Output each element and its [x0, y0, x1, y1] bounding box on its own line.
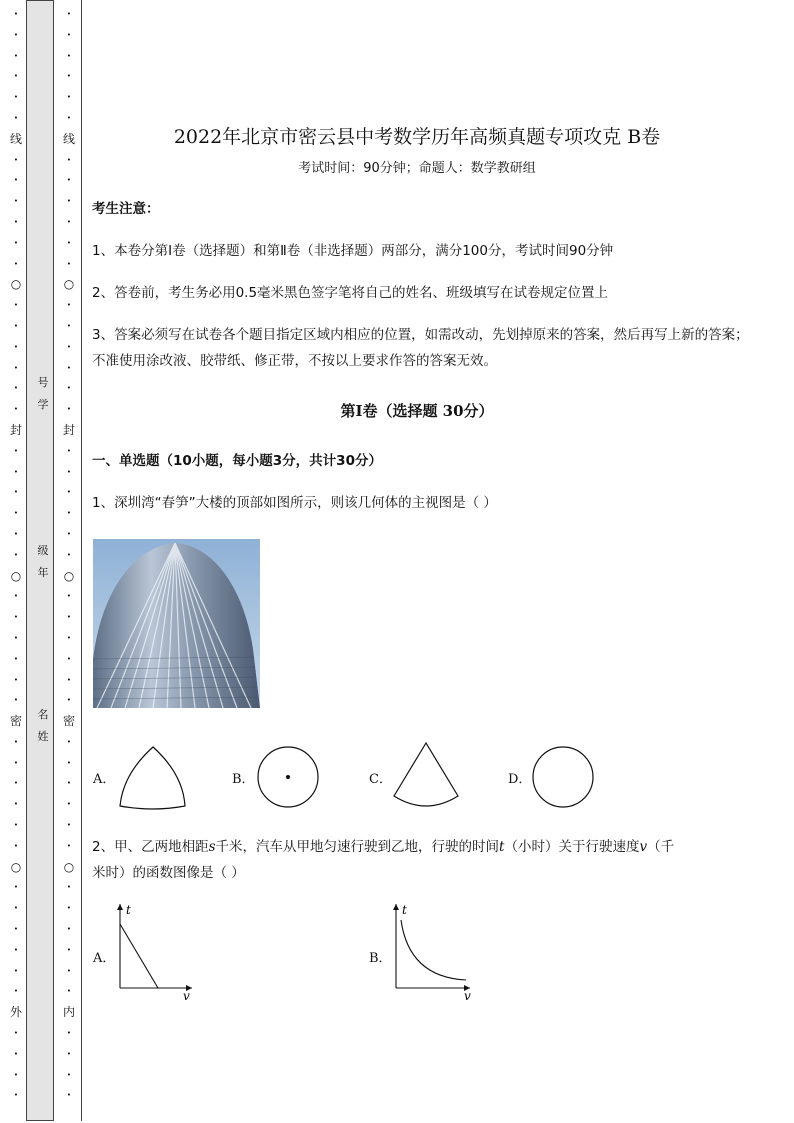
left-margin-dot: •: [13, 633, 19, 642]
page-title: 2022年北京市密云县中考数学历年高频真题专项攻克 B卷: [173, 126, 661, 148]
q1-option-c-figure: [391, 740, 461, 810]
right-margin-marker: ○: [63, 568, 75, 583]
right-margin-dot: •: [66, 72, 72, 81]
left-margin-dot: •: [13, 238, 19, 247]
right-margin-dot: •: [66, 613, 72, 622]
q1-option-a-label: A．: [93, 772, 116, 787]
notice-item-1: 1、本卷分第I卷（选择题）和第Ⅱ卷（非选择题）两部分，满分100分，考试时间90分钟: [92, 243, 614, 259]
left-margin-dot: •: [13, 883, 19, 892]
left-margin-dot: •: [13, 925, 19, 934]
left-margin-dot: •: [13, 363, 19, 372]
right-margin-dot: •: [66, 446, 72, 455]
q1-option-d-label: D．: [508, 772, 532, 787]
right-margin-dot: •: [66, 779, 72, 788]
notice-item-2: 2、答卷前，考生务必用0.5毫米黑色签字笔将自己的姓名、班级填写在试卷规定位置上: [92, 285, 609, 301]
left-margin-dot: •: [13, 1070, 19, 1079]
q1-option-c-label: C．: [369, 772, 392, 787]
left-margin-dot: •: [13, 197, 19, 206]
var-v: v: [639, 839, 648, 855]
right-margin-marker: 封: [63, 422, 76, 437]
left-margin-dot: •: [13, 301, 19, 310]
right-margin-dot: •: [66, 592, 72, 601]
label-name: 名 姓: [37, 708, 49, 743]
q2b-y-axis-label: t: [402, 903, 407, 917]
right-margin-dot: •: [66, 1070, 72, 1079]
question-2-text: 2、甲、乙两地相距s千米，汽车从甲地匀速行驶到乙地，行驶的时间t（小时）关于行驶速度v（千 米时）的函数图像是（ ）: [92, 839, 675, 881]
left-margin-dot: •: [13, 51, 19, 60]
left-margin-marker: ○: [10, 859, 22, 874]
left-margin-dot: •: [13, 155, 19, 164]
left-margin-dot: •: [13, 405, 19, 414]
left-margin-dot: •: [13, 176, 19, 185]
right-margin-dot: •: [66, 321, 72, 330]
right-margin-dot: •: [66, 633, 72, 642]
left-margin-dot: •: [13, 841, 19, 850]
right-margin-dot: •: [66, 259, 72, 268]
q1-option-b-label: B．: [232, 772, 255, 787]
right-margin-dot: •: [66, 155, 72, 164]
q2-option-b-label: B．: [369, 951, 392, 966]
left-margin-dot: •: [13, 488, 19, 497]
right-margin-dot: •: [66, 488, 72, 497]
left-margin-dot: •: [13, 800, 19, 809]
right-margin-marker: 密: [63, 714, 76, 729]
right-margin-dot: •: [66, 93, 72, 102]
left-margin-dot: •: [13, 737, 19, 746]
left-margin-dot: •: [13, 821, 19, 830]
right-margin-dot: •: [66, 1049, 72, 1058]
right-margin-marker: 内: [63, 1005, 76, 1020]
right-margin-dot: •: [66, 1029, 72, 1038]
right-margin-dot: •: [66, 925, 72, 934]
right-dot-column: [63, 4, 75, 1106]
left-margin-dot: •: [13, 10, 19, 18]
left-margin-dot: •: [13, 1049, 19, 1058]
left-margin-dot: •: [13, 1029, 19, 1038]
right-margin-dot: •: [66, 758, 72, 767]
right-margin-dot: •: [66, 176, 72, 185]
right-margin-dot: •: [66, 405, 72, 414]
right-margin-dot: •: [66, 509, 72, 518]
right-margin-dot: •: [66, 841, 72, 850]
right-margin-dot: •: [66, 363, 72, 372]
label-grade: 级 年: [37, 544, 49, 579]
right-margin-dot: •: [66, 966, 72, 975]
left-margin-dot: •: [13, 966, 19, 975]
right-margin-dot: •: [66, 737, 72, 746]
left-margin-dot: •: [13, 987, 19, 996]
right-margin-dot: •: [66, 113, 72, 122]
left-margin-dot: •: [13, 93, 19, 102]
right-margin-dot: •: [66, 904, 72, 913]
var-s: s: [208, 839, 216, 855]
q1-option-b-figure: [255, 744, 321, 810]
q2-option-b-graph: [386, 898, 478, 1004]
left-margin-dot: •: [13, 529, 19, 538]
left-margin-dot: •: [13, 509, 19, 518]
left-margin-dot: •: [13, 904, 19, 913]
left-margin-dot: •: [13, 30, 19, 39]
left-margin-dot: •: [13, 1091, 19, 1100]
q1-option-a-figure: [118, 744, 188, 810]
part-title: 一、单选题（10小题，每小题3分，共计30分）: [92, 453, 382, 469]
right-margin-marker: ○: [63, 277, 75, 292]
right-margin-dot: •: [66, 675, 72, 684]
exam-info: 考试时间：90分钟；命题人：数学教研组: [298, 161, 536, 176]
left-margin-dot: •: [13, 217, 19, 226]
right-margin-dot: •: [66, 217, 72, 226]
right-margin-dot: •: [66, 342, 72, 351]
right-margin-dot: •: [66, 301, 72, 310]
left-margin-dot: •: [13, 675, 19, 684]
question-1-text: 1、深圳湾“春笋”大楼的顶部如图所示，则该几何体的主视图是（ ）: [92, 495, 497, 511]
left-margin-dot: •: [13, 592, 19, 601]
left-margin-dot: •: [13, 467, 19, 476]
right-margin-dot: •: [66, 696, 72, 705]
right-margin-dot: •: [66, 987, 72, 996]
left-margin-dot: •: [13, 550, 19, 559]
q2a-x-axis-label: v: [183, 989, 190, 1003]
left-margin-dot: •: [13, 72, 19, 81]
right-margin-dot: •: [66, 821, 72, 830]
q1-option-d-figure: [530, 744, 596, 810]
left-margin-dot: •: [13, 342, 19, 351]
section-title: 第I卷（选择题 30分）: [340, 402, 494, 420]
left-margin-marker: ○: [10, 568, 22, 583]
q2-option-a-graph: [110, 898, 200, 1004]
left-margin-marker: 线: [10, 131, 23, 146]
left-margin-dot: •: [13, 259, 19, 268]
right-margin-dot: •: [66, 467, 72, 476]
right-margin-dot: •: [66, 529, 72, 538]
left-margin-marker: 密: [10, 714, 23, 729]
right-margin-dot: •: [66, 550, 72, 559]
left-margin-dot: •: [13, 321, 19, 330]
left-margin-dot: •: [13, 945, 19, 954]
left-margin-dot: •: [13, 654, 19, 663]
right-margin-dot: •: [66, 10, 72, 18]
right-margin-dot: •: [66, 800, 72, 809]
right-margin-marker: ○: [63, 859, 75, 874]
left-margin-dot: •: [13, 113, 19, 122]
left-margin-marker: ○: [10, 277, 22, 292]
right-margin-dot: •: [66, 654, 72, 663]
q2a-y-axis-label: t: [126, 903, 131, 917]
label-student-number: 号 学: [37, 376, 49, 411]
right-margin-dot: •: [66, 384, 72, 393]
right-margin-dot: •: [66, 30, 72, 39]
notice-item-3: 3、答案必须写在试卷各个题目指定区域内相应的位置，如需改动，先划掉原来的答案，然后再写上新的答案；不准使用涂改液、胶带纸、修正带，不按以上要求作答的答案无效。: [92, 327, 749, 369]
right-margin-dot: •: [66, 1091, 72, 1100]
q2b-x-axis-label: v: [464, 989, 471, 1003]
right-margin-dot: •: [66, 197, 72, 206]
q2-option-a-label: A．: [93, 951, 116, 966]
left-margin-dot: •: [13, 758, 19, 767]
notice-heading: 考生注意：: [92, 201, 160, 217]
left-margin-dot: •: [13, 613, 19, 622]
building-photo: [93, 539, 260, 708]
right-margin-dot: •: [66, 238, 72, 247]
right-margin-dot: •: [66, 945, 72, 954]
right-margin-dot: •: [66, 51, 72, 60]
left-margin-dot: •: [13, 696, 19, 705]
right-margin-marker: 线: [63, 131, 76, 146]
left-margin-dot: •: [13, 384, 19, 393]
left-dot-column: [10, 4, 22, 1106]
var-t: t: [499, 839, 505, 855]
left-margin-dot: •: [13, 779, 19, 788]
right-margin-dot: •: [66, 883, 72, 892]
left-margin-dot: •: [13, 446, 19, 455]
left-margin-marker: 封: [10, 422, 23, 437]
left-margin-marker: 外: [10, 1005, 23, 1020]
